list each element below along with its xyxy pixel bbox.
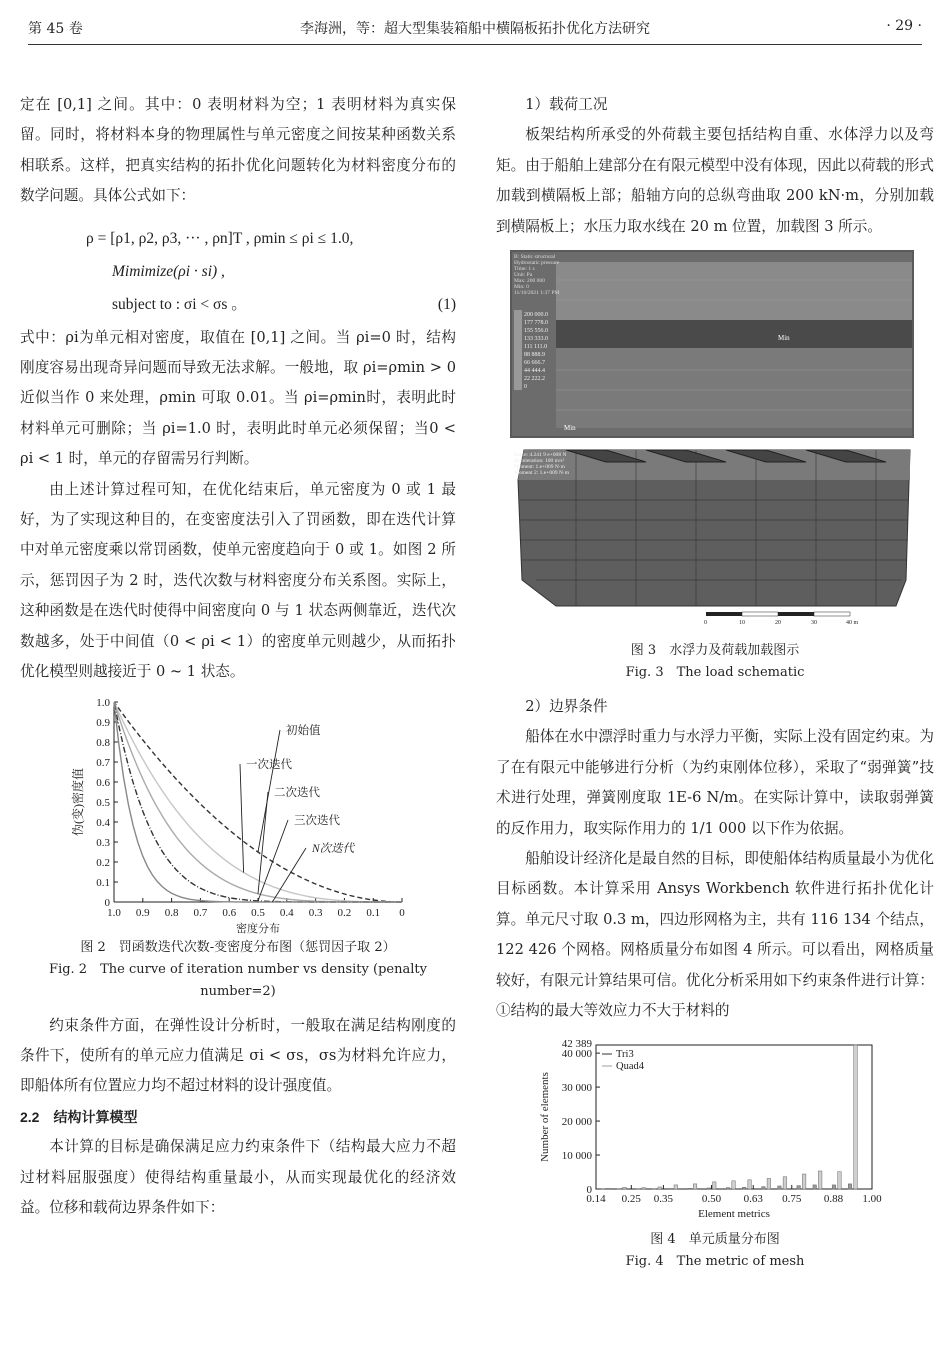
lower-band xyxy=(556,348,912,428)
eq-number: (1) xyxy=(437,295,456,313)
series-pointer xyxy=(258,820,288,901)
bar xyxy=(848,1183,852,1188)
legend-line: Moment: 1.e+009 N·m xyxy=(514,464,565,471)
left-para-3: 由上述计算过程可知，在优化结束后，单元密度为 0 或 1 最好，为了实现这种目的，在变密度法引入了罚函数，即在迭代计算中对单元密度乘以常罚函数，使单元密度趋向于 0 或 1。如图 2 所示，惩罚因子为 2 时，迭代次数与材料密度分布关系图。实际上，这种函数是在迭代时使得中间密度向 0 与 1 状态两侧靠近，迭代次数越多，处于中间值（0 < ρi < 1）的密度单元则越少，从而拓扑优化模型则越接近于 0 ~ 1 状态。 xyxy=(20,480,456,681)
min-marker-label-2: Min xyxy=(564,424,576,433)
series-pointer xyxy=(272,848,306,902)
x-tick-label: 0.5 xyxy=(251,906,265,919)
x-tick-label: 0.88 xyxy=(823,1192,844,1205)
bar xyxy=(832,1184,836,1188)
bar xyxy=(658,1186,662,1188)
bar xyxy=(713,1181,717,1188)
left-para-2: 式中：ρi为单元相对密度，取值在 [0,1] 之间。当 ρi=0 时，结构刚度容易出现奇异问题而导致无法求解。一般地，取 ρi=ρmin > 0近似当作 0 来处理，ρmin 可取 0.01。当 ρi=ρmin时，表明此时材料单元可删除；当 ρi=1.0 时，表明此时单元必须保留；当0 < ρi < 1 时，单元的存留需另行判断。 xyxy=(20,328,456,468)
y-tick-label: 0.6 xyxy=(96,776,110,789)
legend-line: Unit: Pa xyxy=(514,272,533,279)
header-title: 李海洲，等：超大型集装箱船中横隔板拓扑优化方法研究 xyxy=(300,21,650,37)
figure-3 xyxy=(496,250,934,640)
x-tick-label: 0.35 xyxy=(653,1192,674,1205)
series-label: 一次迭代 xyxy=(246,758,292,771)
y-tick-label: 20 000 xyxy=(561,1115,592,1128)
figure-2 xyxy=(20,692,456,937)
y-max-label: 42 389 xyxy=(561,1037,592,1050)
legend-label: Quad4 xyxy=(616,1060,644,1072)
x-tick-label: 0.1 xyxy=(366,906,381,919)
legend-line: Acceleration: 100 m/s² xyxy=(514,458,565,465)
fig2-caption-cn: 图 2 罚函数迭代次数-变密度分布图（惩罚因子取 2） xyxy=(80,939,396,955)
running-header xyxy=(28,18,922,42)
fig3-caption-cn: 图 3 水浮力及荷载加载图示 xyxy=(630,643,800,659)
series-line xyxy=(114,702,402,902)
bar xyxy=(818,1170,822,1188)
legend-line: Min: 0 xyxy=(514,284,529,291)
scale-label: 22 222.2 xyxy=(524,376,545,383)
y-tick-label: 0.2 xyxy=(96,856,110,869)
bar xyxy=(693,1183,697,1188)
y-tick-label: 10 000 xyxy=(561,1149,592,1162)
page-number: · 29 · xyxy=(886,18,922,34)
series-line xyxy=(114,702,402,902)
eq-line-2: Mimimize(ρi · si) , xyxy=(112,262,225,280)
bar xyxy=(674,1184,678,1188)
legend-line: Max: 200 000 xyxy=(514,278,545,285)
x-tick-label: 0.9 xyxy=(135,906,150,919)
upper-band xyxy=(556,262,912,320)
x-tick-label: 0.75 xyxy=(782,1192,802,1205)
legend-line: Moment 2: 1.e+009 N·m xyxy=(514,470,570,477)
y-tick-label: 0 xyxy=(586,1183,592,1196)
scale-label: 155 556.0 xyxy=(524,328,548,335)
bar xyxy=(762,1186,766,1188)
scale-bar xyxy=(514,310,522,390)
x-tick-label: 0.25 xyxy=(621,1192,641,1205)
y-tick-label: 0.3 xyxy=(96,836,110,849)
equation-1 xyxy=(20,222,456,321)
fig2-chart xyxy=(20,692,456,937)
legend-line: Force: 4.241 9 e+008 N xyxy=(514,452,567,459)
y-tick-label: 0 xyxy=(104,896,110,909)
series-label: 二次迭代 xyxy=(274,786,320,799)
legend-line: 11/10/2021 1:37 PM xyxy=(514,290,560,297)
bar xyxy=(748,1179,752,1188)
y-tick-label: 0.7 xyxy=(96,756,110,769)
x-tick-label: 0.14 xyxy=(586,1192,606,1205)
fig4-caption-cn: 图 4 单元质量分布图 xyxy=(650,1231,780,1247)
y-axis-label: Number of elements xyxy=(539,1071,551,1162)
scalebar-label: 0 xyxy=(704,620,707,627)
legend-line: Hydrostatic pressure xyxy=(514,260,560,267)
scale-label: 88 888.9 xyxy=(524,352,545,359)
y-tick-label: 0.5 xyxy=(96,796,110,809)
bar xyxy=(854,1045,858,1189)
scale-label: 111 111.0 xyxy=(524,344,548,351)
scale-label: 66 666.7 xyxy=(524,360,545,367)
eq-line-3-wrap xyxy=(20,288,456,321)
header-rule xyxy=(28,44,922,45)
x-tick-label: 0.6 xyxy=(222,906,237,919)
left-column xyxy=(20,90,456,1223)
bar xyxy=(767,1178,771,1189)
bar xyxy=(732,1180,736,1188)
x-tick-label: 0.7 xyxy=(193,906,208,919)
y-tick-label: 0.4 xyxy=(96,816,110,829)
eq-line-3: subject to : σi < σs 。 xyxy=(112,295,247,313)
bar xyxy=(707,1187,711,1188)
right-column xyxy=(496,90,934,1273)
left-para-5: 本计算的目标是确保满足应力约束条件下（结构最大应力不超过材料屈服强度）使得结构重量最小，从而实现最优化的经济效益。位移和载荷边界条件如下： xyxy=(20,1138,456,1216)
fig3-caption-en: Fig. 3 The load schematic xyxy=(625,665,805,681)
scale-label: 0 xyxy=(524,384,527,391)
x-tick-label: 0.8 xyxy=(164,906,179,919)
bar xyxy=(742,1187,746,1189)
x-tick-label: 0.63 xyxy=(743,1192,763,1205)
y-tick-label: 0.8 xyxy=(96,736,110,749)
pressure-band xyxy=(556,320,912,348)
scalebar-label: 30 xyxy=(811,620,817,627)
bar xyxy=(813,1184,817,1188)
load-case-heading: 1）载荷工况 xyxy=(525,96,608,113)
bar xyxy=(726,1187,730,1188)
x-tick-label: 1.00 xyxy=(862,1192,882,1205)
scale-label: 44 444.4 xyxy=(524,368,545,375)
y-tick-label: 1.0 xyxy=(96,696,110,709)
x-tick-label: 0 xyxy=(399,906,405,919)
scale-label: 177 778.0 xyxy=(524,320,548,327)
bar xyxy=(642,1187,646,1188)
scalebar-label: 40 m xyxy=(846,620,859,627)
fig3-image xyxy=(496,250,934,640)
figure-4 xyxy=(496,1033,934,1229)
x-tick-label: 1.0 xyxy=(107,906,121,919)
x-tick-label: 0.4 xyxy=(279,906,294,919)
y-tick-label: 0.1 xyxy=(96,876,110,889)
bar xyxy=(623,1187,627,1189)
scale-label: 200 000.0 xyxy=(524,312,548,319)
fig3-bottom-legend xyxy=(514,452,570,476)
section-2-2-heading: 2.2 结构计算模型 xyxy=(20,1108,138,1125)
bar xyxy=(607,1188,611,1189)
bar xyxy=(797,1185,801,1188)
y-axis-label: 伪(变)密度值 xyxy=(71,767,85,836)
bar xyxy=(688,1188,692,1189)
legend-label: Tri3 xyxy=(616,1048,634,1060)
bar xyxy=(669,1188,673,1189)
scalebar-label: 20 xyxy=(775,620,781,627)
x-tick-label: 0.3 xyxy=(308,906,323,919)
bar xyxy=(783,1176,787,1188)
volume-label: 第 45 卷 xyxy=(28,21,83,37)
bar xyxy=(778,1185,782,1188)
scalebar-label: 10 xyxy=(739,620,745,627)
bar xyxy=(802,1174,806,1189)
legend-line: Time: 1 s xyxy=(514,266,535,273)
series-line xyxy=(114,702,402,902)
left-para-1: 定在 [0,1] 之间。其中：0 表明材料为空；1 表明材料为真实保留。同时，将材料本身的物理属性与单元密度之间按某种函数关系相联系。这样，把真实结构的拓扑优化问题转化为材料密度分布的数学问题。具体公式如下： xyxy=(20,96,456,205)
y-tick-label: 30 000 xyxy=(561,1081,592,1094)
right-para-3: 船舶设计经济化是最自然的目标，即使船体结构质量最小为优化目标函数。本计算采用 Ansys Workbench 软件进行拓扑优化计算。单元尺寸取 0.3 m，四边形网格为主，共有 116 134 个结点，122 426 个网格。网格质量分布如图 4 所示。可以看出，网格质量较好，有限元计算结果可信。优化分析采用如下约束条件进行计算：①结构的最大等效应力不大于材料的 xyxy=(496,850,934,1020)
series-line xyxy=(114,702,402,902)
series-label: 三次迭代 xyxy=(294,814,340,827)
x-axis-label: Element metrics xyxy=(698,1207,770,1220)
right-para-1: 板架结构所承受的外荷载主要包括结构自重、水体浮力以及弯矩。由于船舶上建部分在有限元模型中没有体现，因此以荷载的形式加载到横隔板上部；船轴方向的总纵弯曲取 200 kN·m，分别加载到横隔板上；水压力取水线在 20 m 位置，加载图 3 所示。 xyxy=(496,126,934,235)
x-tick-label: 0.2 xyxy=(337,906,352,919)
right-para-2: 船体在水中漂浮时重力与水浮力平衡，实际上没有固定约束。为了在有限元中能够进行分析（为约束刚体位移），采取了“弱弹簧”技术进行处理，弹簧刚度取 1E-6 N/m。在实际计算中，读取弱弹簧的反作用力，取实际作用力的 1/1 000 以下作为依据。 xyxy=(496,728,934,837)
series-pointer xyxy=(240,764,244,872)
fig4-caption-en: Fig. 4 The metric of mesh xyxy=(625,1253,805,1269)
bar xyxy=(838,1171,842,1188)
series-label: 初始值 xyxy=(286,724,321,737)
x-tick-label: 0.50 xyxy=(701,1192,722,1205)
series-label: N次迭代 xyxy=(312,842,355,855)
y-tick-label: 40 000 xyxy=(561,1047,592,1060)
left-para-4: 约束条件方面，在弹性设计分析时，一般取在满足结构刚度的条件下，使所有的单元应力值满足 σi < σs，σs为材料允许应力，即船体所有位置应力均不超过材料的设计强度值。 xyxy=(20,1016,456,1095)
min-marker-label: Min xyxy=(778,334,790,343)
scale-label: 133 333.0 xyxy=(524,336,548,343)
x-axis-label: 密度分布 xyxy=(236,922,280,935)
eq-line-1: ρ = [ρ1, ρ2, ρ3, ··· , ρn]T , ρmin ≤ ρi ≤ 1.0, xyxy=(86,229,354,247)
fig2-caption-en: Fig. 2 The curve of iteration number vs density (penalty number=2) xyxy=(49,961,427,999)
boundary-heading: 2）边界条件 xyxy=(525,698,608,716)
legend-line: B: Static structural xyxy=(514,254,556,261)
fig4-chart xyxy=(496,1033,934,1229)
y-tick-label: 0.9 xyxy=(96,716,110,729)
series-line xyxy=(114,702,402,902)
